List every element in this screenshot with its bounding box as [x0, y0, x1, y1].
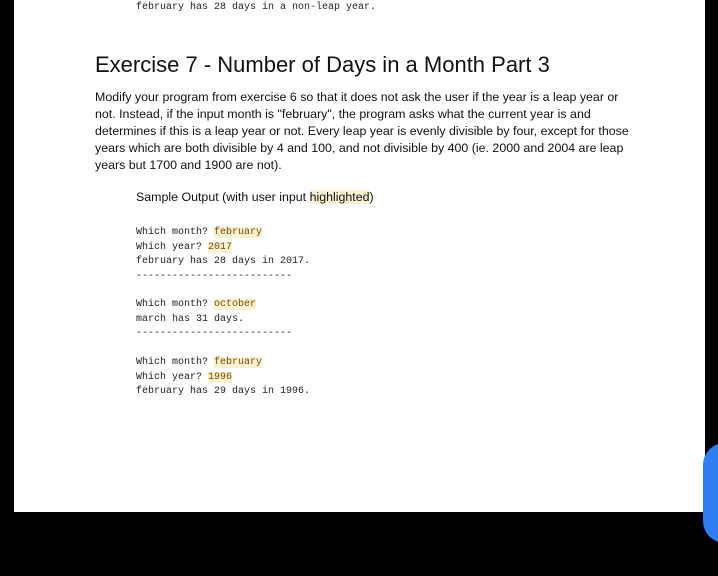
sample-run-1	[136, 226, 310, 284]
exercise-description: Modify your program from exercise 6 so that it does not ask the user if the year is a leap year or not. Instead, if the input month is "february", the program asks what the current year is and determines if this is a leap year or not. Every leap year is evenly divisible by four, except for those years which are both divisible by 4 and 100, and not divisible by 400 (ie. 2000 and 2004 are leap years but 1700 and 1900 are not).	[95, 90, 629, 172]
month-prompt: Which month?	[136, 299, 215, 310]
result-line: february has 29 days in 1996.	[136, 386, 311, 397]
month-prompt: Which month?	[136, 357, 215, 368]
month-input: february	[214, 357, 263, 368]
year-prompt-line	[136, 371, 310, 386]
edge-tab[interactable]	[703, 443, 718, 543]
month-prompt-line	[136, 356, 310, 371]
document-page	[14, 0, 705, 512]
year-input: 2017	[208, 241, 233, 253]
month-input: october	[214, 299, 257, 310]
result-line: march has 31 days.	[136, 313, 245, 325]
exercise-heading: Exercise 7 - Number of Days in a Month Part 3	[95, 52, 550, 77]
sample-title-prefix: Sample Output (with user input	[136, 190, 310, 204]
separator-line: --------------------------	[136, 270, 293, 282]
month-prompt: Which month?	[136, 227, 215, 238]
sample-title-suffix: )	[369, 190, 374, 204]
year-prompt-line	[136, 241, 310, 256]
year-input: 1996	[208, 371, 233, 383]
sample-run-2	[136, 298, 292, 342]
separator-line: --------------------------	[136, 328, 293, 339]
month-prompt-line	[136, 298, 292, 313]
month-input: february	[214, 227, 263, 238]
sample-title-highlight: highlighted	[309, 190, 370, 204]
result-line: february has 28 days in 2017.	[136, 256, 311, 267]
year-prompt: Which year?	[136, 241, 209, 253]
sample-output-title	[136, 190, 374, 204]
year-prompt: Which year?	[136, 371, 209, 383]
sample-run-3	[136, 356, 310, 400]
previous-output-line: february has 28 days in a non-leap year.	[136, 2, 377, 13]
month-prompt-line	[136, 226, 310, 241]
